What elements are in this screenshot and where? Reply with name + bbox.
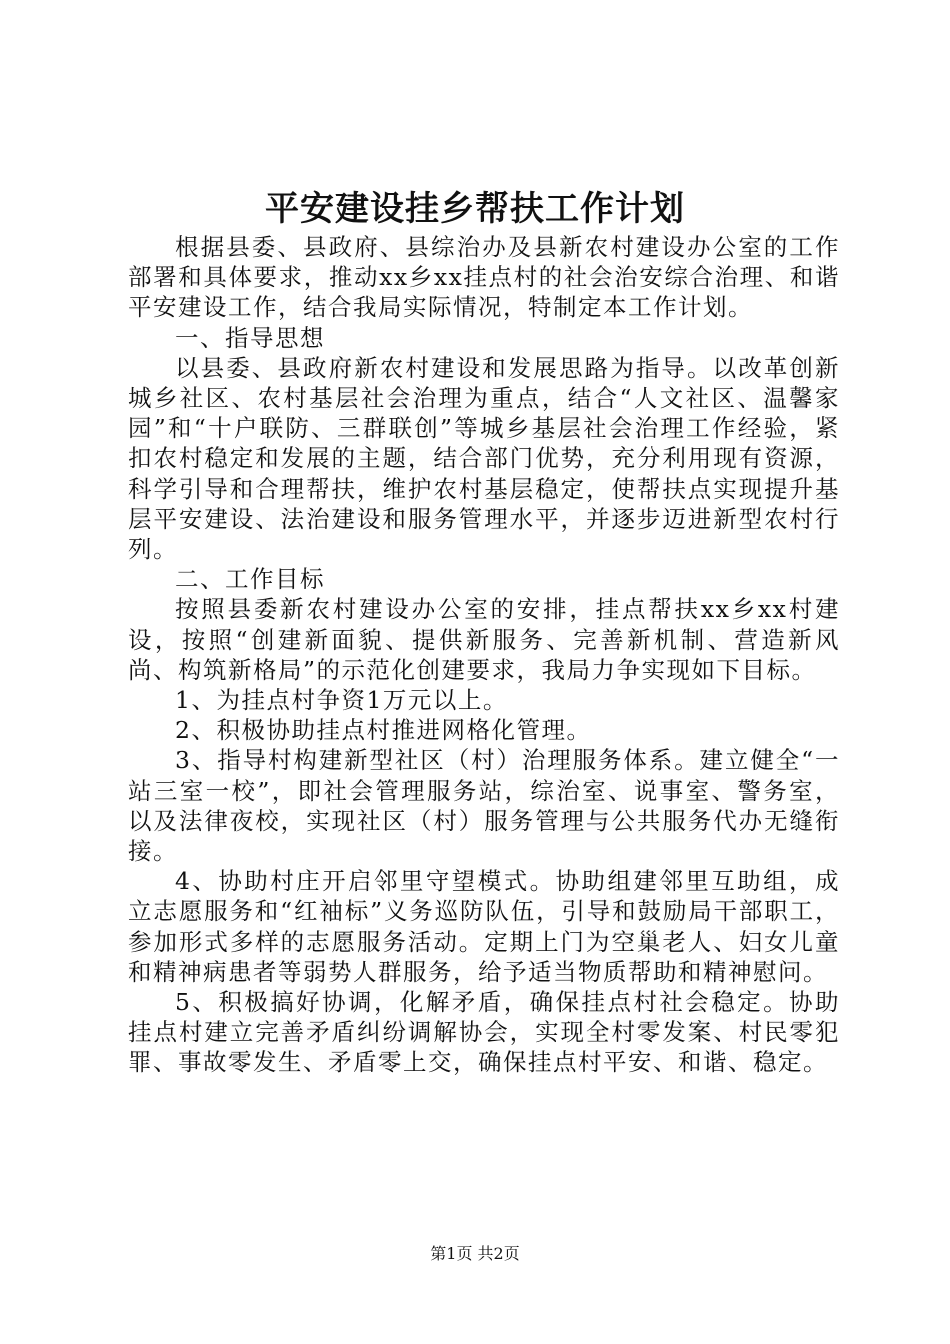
paragraph-guiding-ideology: 以县委、县政府新农村建设和发展思路为指导。以改革创新城乡社区、农村基层社会治理为重点，结合“人文社区、温馨家园”和“十户联防、三群联创”等城乡基层社会治理工作经验，紧扣农村稳定和发展的主题，结合部门优势，充分利用现有资源，科学引导和合理帮扶，维护农村基层稳定，使帮扶点实现提升基层平安建设、法治建设和服务管理水平，并逐步迈进新型农村行列。: [128, 353, 840, 564]
goal-item-3: 3、指导村构建新型社区（村）治理服务体系。建立健全“一站三室一校”，即社会管理服务站，综治室、说事室、警务室，以及法律夜校，实现社区（村）服务管理与公共服务代办无缝衔接。: [128, 746, 840, 866]
document-title: 平安建设挂乡帮扶工作计划: [265, 189, 685, 229]
section-heading-guiding-ideology: 一、指导思想: [175, 323, 325, 352]
goal-item-1: 1、为挂点村争资1万元以上。: [175, 686, 508, 715]
paragraph-intro: 根据县委、县政府、县综治办及县新农村建设办公室的工作部署和具体要求，推动xx乡xx挂点村的社会治安综合治理、和谐平安建设工作，结合我局实际情况，特制定本工作计划。: [128, 233, 840, 322]
document-body: [128, 232, 840, 1078]
paragraph-work-goals: 按照县委新农村建设办公室的安排，挂点帮扶xx乡xx村建设，按照“创建新面貌、提供新服务、完善新机制、营造新风尚、构筑新格局”的示范化创建要求，我局力争实现如下目标。: [128, 595, 840, 684]
section-heading-work-goals: 二、工作目标: [175, 565, 325, 594]
goal-item-5: 5、积极搞好协调，化解矛盾，确保挂点村社会稳定。协助挂点村建立完善矛盾纠纷调解协会，实现全村零发案、村民零犯罪、事故零发生、矛盾零上交，确保挂点村平安、和谐、稳定。: [128, 988, 840, 1077]
goal-item-2: 2、积极协助挂点村推进网格化管理。: [175, 716, 592, 745]
goal-item-4: 4、协助村庄开启邻里守望模式。协助组建邻里互助组，成立志愿服务和“红袖标”义务巡防队伍，引导和鼓励局干部职工，参加形式多样的志愿服务活动。定期上门为空巢老人、妇女儿童和精神病患者等弱势人群服务，给予适当物质帮助和精神慰问。: [128, 867, 840, 986]
page-footer: 第1页 共2页: [430, 1244, 520, 1263]
